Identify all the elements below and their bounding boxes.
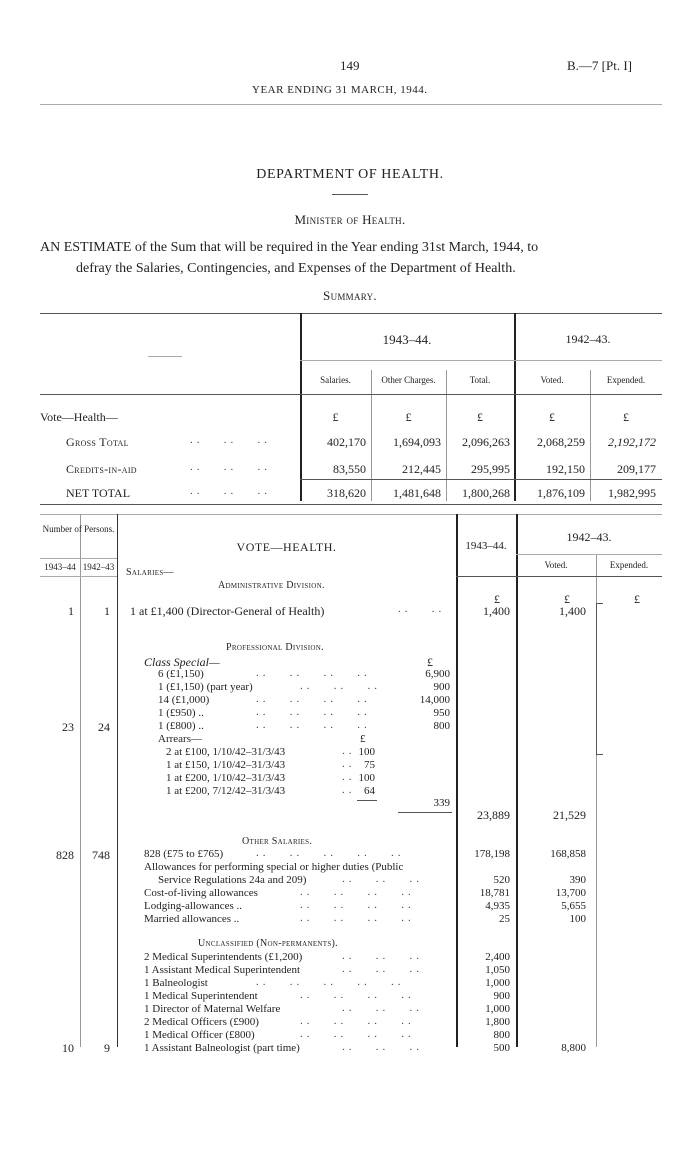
arrears-item: 1 at £200, 1/10/42–31/3/43 — [166, 772, 286, 784]
summary-other-charges: 212,445 — [402, 462, 441, 476]
vote-year-rule — [516, 554, 662, 555]
summary-voted: 192,150 — [546, 462, 585, 476]
persons-1943: 23 — [62, 720, 74, 734]
arrears-item: 1 at £200, 7/12/42–31/3/43 — [166, 785, 286, 797]
summary-row-label: Gross Total — [66, 435, 129, 449]
unclassified-heading: Unclassified (Non-permanents). — [198, 938, 338, 949]
arrears-amount: 100 — [358, 772, 375, 784]
professional-item-amount: 950 — [433, 707, 450, 719]
persons-1942: 1 — [104, 604, 110, 618]
summary-bottom-rule — [40, 504, 662, 505]
estimate-line-1: AN ESTIMATE of the Sum that will be required in the Year ending 31st March, 1944, to — [40, 240, 539, 255]
summary-expended: 2,192,172 — [608, 435, 656, 449]
vote-year-previous: 1942–43. — [566, 530, 612, 544]
leader-dots: .. .. .. .. .. — [256, 847, 405, 859]
summary-total: 1,800,268 — [462, 486, 510, 500]
unclassified-amount: 1,800 — [485, 1016, 510, 1028]
unclassified-voted: 8,800 — [561, 1042, 586, 1054]
other-salaries-item: Married allowances .. — [144, 913, 240, 925]
other-salaries-item: Allowances for performing special or higher duties (Public — [144, 861, 404, 873]
pound-sign: £ — [360, 733, 366, 745]
other-salaries-amount: 520 — [493, 874, 510, 886]
leader-dots: .. .. .. — [342, 1041, 423, 1053]
expended-bracket — [596, 603, 603, 755]
unclassified-item: 1 Assistant Balneologist (part time) — [144, 1042, 300, 1054]
arrears-item: 2 at £100, 1/10/42–31/3/43 — [166, 746, 286, 758]
header-rule — [40, 104, 662, 105]
pound-sign: £ — [405, 410, 412, 424]
salaries-label: Salaries— — [126, 567, 174, 578]
professional-subtotal-rule — [398, 812, 452, 813]
summary-heading: Summary. — [323, 288, 377, 303]
unclassified-item: 2 Medical Officers (£900) — [144, 1016, 259, 1028]
persons-header: Number of Persons. — [42, 524, 115, 534]
unclassified-amount: 800 — [493, 1029, 510, 1041]
leader-dots: .. .. — [398, 603, 446, 615]
summary-expended: 209,177 — [617, 462, 656, 476]
unclassified-item: 1 Medical Officer (£800) — [144, 1029, 255, 1041]
summary-year-current: 1943–44. — [382, 332, 432, 347]
professional-item-amount: 900 — [433, 681, 450, 693]
summary-total: 2,096,263 — [462, 435, 510, 449]
other-salaries-amount: 178,198 — [474, 848, 510, 860]
summary-col-total: Total. — [469, 375, 491, 385]
vote-col-voted: Voted. — [544, 560, 568, 570]
leader-dots: .. .. .. — [300, 680, 381, 692]
arrears-amount: 64 — [364, 785, 375, 797]
other-salaries-heading: Other Salaries. — [242, 836, 313, 847]
unclassified-amount: 900 — [493, 990, 510, 1002]
leader-dots: .. .. .. — [190, 461, 271, 473]
arrears-item: 1 at £150, 1/10/42–31/3/43 — [166, 759, 286, 771]
unclassified-amount: 1,000 — [485, 977, 510, 989]
other-salaries-voted: 5,655 — [561, 900, 586, 912]
page-number: 149 — [340, 58, 360, 73]
other-salaries-item: Cost-of-living allowances — [144, 887, 258, 899]
leader-dots: .. .. .. .. — [300, 1028, 415, 1040]
admin-line: 1 at £1,400 (Director-General of Health) — [130, 604, 325, 618]
unclassified-amount: 2,400 — [485, 951, 510, 963]
arrears-rule — [357, 800, 377, 801]
arrears-label: Arrears— — [158, 733, 202, 745]
department-title: DEPARTMENT OF HEALTH. — [256, 167, 444, 182]
summary-voted: 2,068,259 — [537, 435, 585, 449]
summary-header-rule — [40, 394, 662, 395]
persons-col-1943: 1943–44 — [44, 562, 76, 572]
professional-division-heading: Professional Division. — [226, 642, 324, 653]
leader-dots: .. .. .. .. — [256, 706, 371, 718]
summary-vote-label: Vote—Health— — [40, 410, 118, 424]
year-ending-line: YEAR ENDING 31 MARCH, 1944. — [252, 84, 428, 96]
summary-salaries: 83,550 — [333, 462, 366, 476]
pound-sign: £ — [477, 410, 483, 424]
other-salaries-amount: 4,935 — [485, 900, 510, 912]
summary-subheader-rule — [300, 360, 662, 361]
professional-item-amount: 14,000 — [419, 694, 450, 706]
arrears-amount: 75 — [364, 759, 375, 771]
leader-dots: .. .. .. — [190, 434, 271, 446]
summary-year-previous: 1942–43. — [565, 332, 611, 346]
persons-header-rule — [40, 558, 117, 559]
other-salaries-amount: 25 — [499, 913, 510, 925]
unclassified-item: 1 Medical Superintendent — [144, 990, 258, 1002]
leader-dots: .. — [342, 758, 356, 770]
vote-col-expended: Expended. — [609, 560, 649, 570]
unclassified-amount: 1,000 — [485, 1003, 510, 1015]
persons-1943: 10 — [62, 1041, 74, 1055]
persons-bottom-rule — [40, 576, 117, 577]
leader-dots: .. .. .. — [342, 963, 423, 975]
other-salaries-voted: 390 — [569, 874, 586, 886]
leader-dots: .. .. .. .. — [300, 1015, 415, 1027]
summary-col-voted: Voted. — [540, 375, 564, 385]
summary-other-charges: 1,481,648 — [393, 486, 441, 500]
arrears-amount: 100 — [358, 746, 375, 758]
leader-dots: .. .. .. .. — [300, 899, 415, 911]
summary-total: 295,995 — [471, 462, 510, 476]
vote-col-divider — [80, 514, 81, 1047]
other-salaries-voted: 100 — [569, 913, 586, 925]
summary-row-label: Credits-in-aid — [66, 462, 137, 476]
pound-sign: £ — [427, 655, 433, 669]
vote-top-rule — [40, 514, 662, 515]
pound-sign: £ — [549, 410, 555, 424]
leader-dots: .. — [342, 784, 356, 796]
vote-year-current: 1943–44. — [465, 540, 507, 552]
other-salaries-voted: 13,700 — [555, 887, 586, 899]
unclassified-item: 1 Director of Maternal Welfare — [144, 1003, 281, 1015]
admin-voted: 1,400 — [559, 604, 586, 618]
professional-item-amount: 6,900 — [425, 668, 450, 680]
estimate-line-2: defray the Salaries, Contingencies, and Expenses of the Department of Health. — [76, 261, 516, 276]
admin-division-heading: Administrative Division. — [218, 580, 325, 591]
leader-dots: .. .. .. .. .. — [256, 976, 405, 988]
summary-col-expended: Expended. — [606, 375, 646, 385]
pound-sign: £ — [634, 592, 640, 606]
leader-dots: .. .. .. — [342, 1002, 423, 1014]
pound-sign: £ — [564, 592, 570, 606]
leader-dots: .. .. .. .. — [300, 886, 415, 898]
leader-dots: .. .. .. — [342, 873, 423, 885]
amount-header-rule — [456, 576, 662, 577]
leader-dots: .. — [342, 771, 356, 783]
persons-1942: 748 — [92, 848, 110, 862]
persons-1943: 828 — [56, 848, 74, 862]
pound-sign: £ — [494, 592, 500, 606]
summary-subtotal-rule — [300, 479, 662, 480]
summary-col-salaries: Salaries. — [320, 375, 351, 385]
vote-heading: VOTE—HEALTH. — [236, 540, 337, 554]
professional-voted: 21,529 — [553, 808, 586, 822]
persons-1942: 9 — [104, 1041, 110, 1055]
professional-item: 1 (£800) .. — [158, 720, 204, 732]
leader-dots: .. .. .. .. — [256, 693, 371, 705]
vote-col-divider — [117, 514, 118, 1047]
pound-sign: £ — [332, 410, 339, 424]
class-special-label: Class Special— — [144, 655, 220, 669]
leader-dots: .. .. .. — [342, 950, 423, 962]
leader-dots: .. .. .. .. — [300, 989, 415, 1001]
professional-item: 6 (£1,150) — [158, 668, 204, 680]
unclassified-item: 1 Assistant Medical Superintendent — [144, 964, 301, 976]
other-salaries-item: Service Regulations 24a and 209) — [158, 874, 307, 886]
unclassified-amount: 500 — [493, 1042, 510, 1054]
summary-salaries: 402,170 — [327, 435, 366, 449]
leader-dots: .. .. .. .. — [300, 912, 415, 924]
other-salaries-amount: 18,781 — [479, 887, 510, 899]
unclassified-amount: 1,050 — [485, 964, 510, 976]
title-rule — [332, 194, 368, 195]
persons-col-1942: 1942–43 — [82, 562, 115, 572]
professional-item-amount: 800 — [433, 720, 450, 732]
summary-other-charges: 1,694,093 — [393, 435, 441, 449]
persons-1942: 24 — [98, 720, 110, 734]
vote-col-divider — [516, 514, 518, 1047]
summary-expended: 1,982,995 — [608, 486, 656, 500]
professional-total: 23,889 — [477, 808, 510, 822]
persons-1943: 1 — [68, 604, 74, 618]
summary-salaries: 318,620 — [327, 486, 366, 500]
other-salaries-item: 828 (£75 to £765) — [144, 848, 224, 860]
unclassified-item: 2 Medical Superintendents (£1,200) — [144, 951, 303, 963]
document-reference: B.—7 [Pt. I] — [567, 58, 632, 73]
professional-item: 14 (£1,000) — [158, 694, 210, 706]
summary-col-other-charges: Other Charges. — [381, 375, 436, 385]
professional-item: 1 (£1,150) (part year) — [158, 681, 253, 693]
summary-stub-rule — [148, 356, 182, 357]
leader-dots: .. — [342, 745, 356, 757]
other-salaries-voted: 168,858 — [550, 848, 586, 860]
professional-item: 1 (£950) .. — [158, 707, 204, 719]
summary-voted: 1,876,109 — [537, 486, 585, 500]
arrears-total: 339 — [433, 797, 450, 809]
unclassified-item: 1 Balneologist — [144, 977, 208, 989]
pound-sign: £ — [623, 410, 629, 424]
admin-amount: 1,400 — [483, 604, 510, 618]
other-salaries-item: Lodging-allowances .. — [144, 900, 243, 912]
summary-row-label: NET TOTAL — [66, 486, 131, 500]
leader-dots: .. .. .. — [190, 485, 271, 497]
summary-top-rule — [40, 313, 662, 314]
leader-dots: .. .. .. .. — [256, 719, 371, 731]
minister-title: Minister of Health. — [294, 212, 406, 227]
leader-dots: .. .. .. .. — [256, 667, 371, 679]
